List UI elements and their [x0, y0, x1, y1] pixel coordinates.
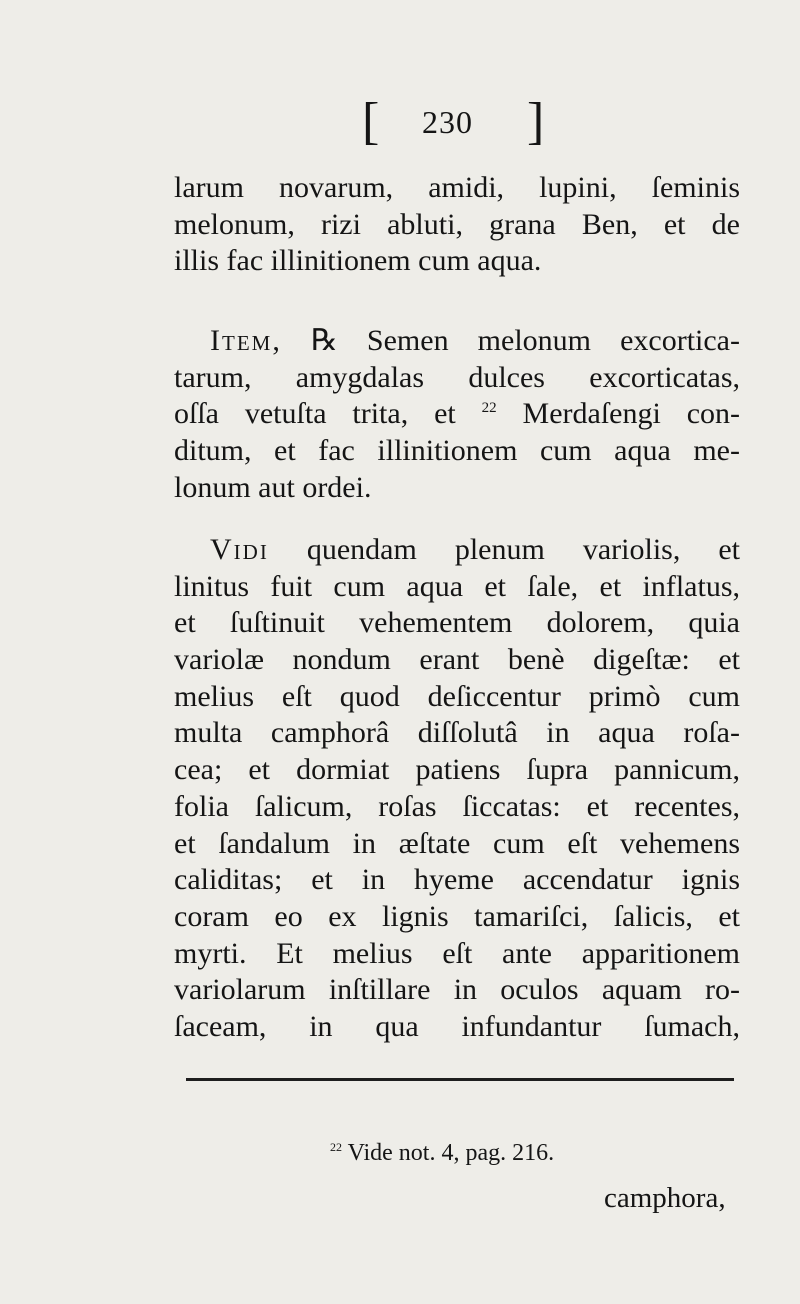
- text-line: linitus fuit cum aqua et ſale, et inflatus,: [174, 569, 740, 603]
- text-line: et ſuſtinuit vehementem dolorem, quia: [174, 606, 740, 640]
- text-line: oſſa vetuſta trita, et $^{22}$ Merdaſengi con-: [174, 397, 741, 431]
- text-line: melonum, rizi abluti, grana Ben, et de: [174, 207, 740, 241]
- text-line: variolæ nondum erant benè digeſtæ: et: [174, 643, 740, 677]
- paragraph-lead-word: Vidi: [210, 533, 269, 566]
- text-line: tarum, amygdalas dulces excorticatas,: [174, 360, 740, 394]
- page-number: 230: [422, 104, 473, 140]
- text-line: Vidi quendam plenum variolis, et: [210, 533, 741, 566]
- text-line: melius eſt quod deſiccentur primò cum: [174, 679, 740, 713]
- footnote-divider: [186, 1078, 734, 1081]
- header-bracket-close: ]: [527, 93, 545, 150]
- header-bracket-open: [: [362, 93, 380, 150]
- paragraph-1: [174, 170, 740, 280]
- text-line: ditum, et fac illinitionem cum aqua me-: [174, 434, 740, 468]
- text-line: ſaceam, in qua infundantur ſumach,: [174, 1009, 740, 1043]
- catchword: camphora,: [604, 1182, 726, 1214]
- text-line: folia ſalicum, roſas ſiccatas: et recentes,: [174, 789, 740, 823]
- text-line: multa camphorâ diſſolutâ in aqua roſa-: [174, 716, 740, 750]
- footnote: [330, 1138, 554, 1168]
- text-line: Item, ℞ Semen melonum excortica-: [210, 324, 740, 357]
- paragraph-3: [174, 532, 740, 1046]
- text-line: myrti. Et melius eſt ante apparitionem: [174, 936, 740, 970]
- footnote-text: Vide not. 4, pag. 216.: [347, 1140, 555, 1166]
- text-line: coram eo ex lignis tamariſci, ſalicis, et: [174, 899, 740, 933]
- text-line: illis fac illinitionem cum aqua.: [174, 244, 542, 278]
- text-line: larum novarum, amidi, lupini, ſeminis: [174, 171, 740, 204]
- text-line: variolarum inſtillare in oculos aquam ro-: [174, 973, 740, 1007]
- text-line: lonum aut ordei.: [174, 470, 372, 504]
- paragraph-lead-word: Item,: [210, 324, 282, 357]
- text-line: caliditas; et in hyeme accendatur ignis: [174, 863, 740, 897]
- text-line: et ſandalum in æſtate cum eſt vehemens: [174, 826, 740, 860]
- page-header: [0, 92, 800, 152]
- paragraph-2: [174, 323, 740, 506]
- footnote-number: 22: [330, 1140, 342, 1154]
- footnote-reference: 22: [481, 400, 497, 417]
- text-line: cea; et dormiat patiens ſupra pannicum,: [174, 753, 740, 787]
- recipe-symbol-icon: ℞: [310, 324, 338, 357]
